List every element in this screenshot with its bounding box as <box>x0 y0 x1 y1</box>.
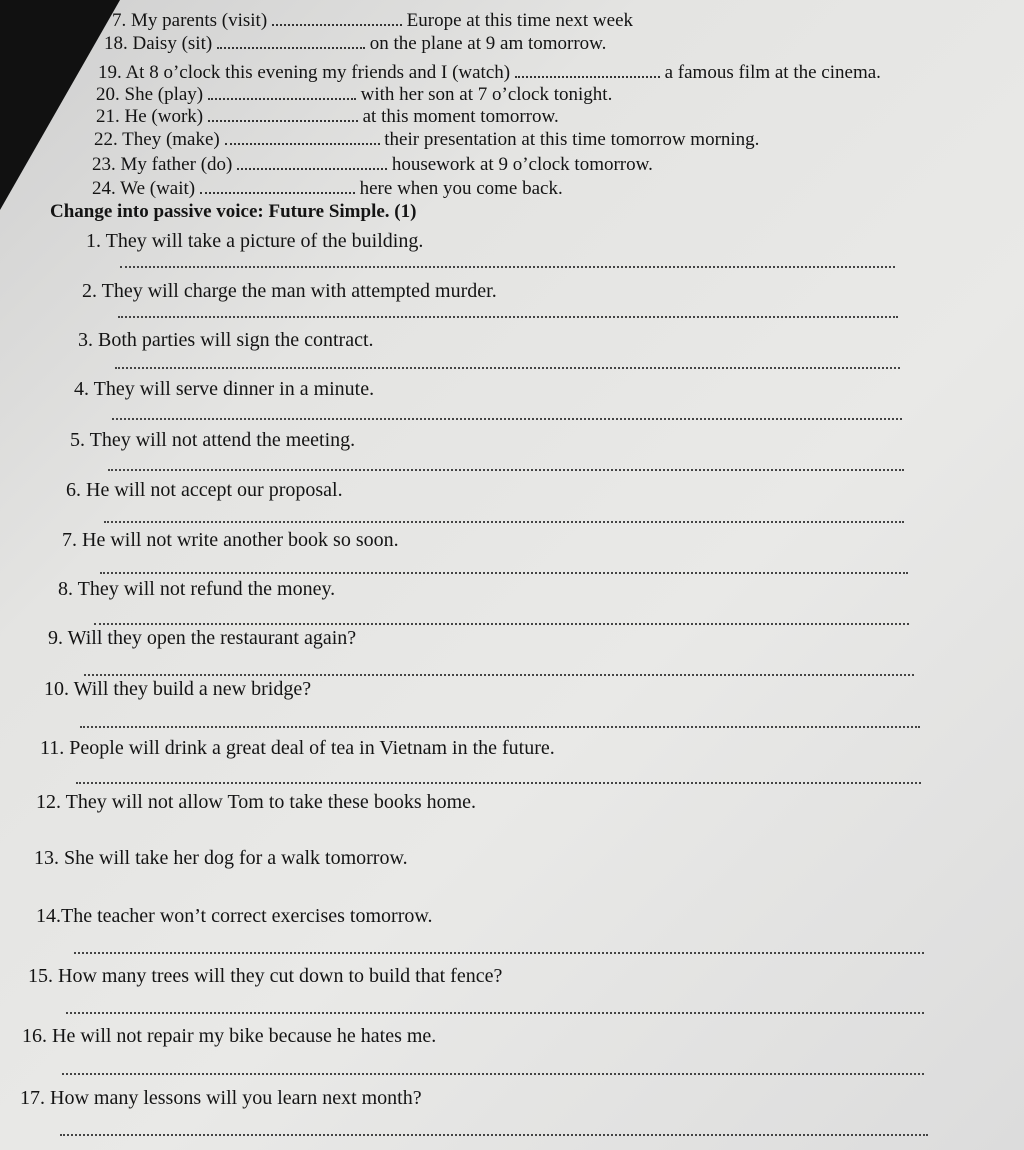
question-17: 17. How many lessons will you learn next month? <box>20 1087 422 1109</box>
item-label: 23. My father (do) <box>92 154 233 175</box>
section-title: Change into passive voice: Future Simple. (1) <box>50 201 417 222</box>
exercise-item-22 <box>94 129 759 151</box>
answer-line-2[interactable] <box>118 316 898 318</box>
question-5: 5. They will not attend the meeting. <box>70 429 356 451</box>
answer-line-14[interactable] <box>74 952 924 954</box>
answer-line-1[interactable] <box>120 266 895 268</box>
answer-line-4[interactable] <box>112 418 902 420</box>
answer-line-10[interactable] <box>80 726 920 728</box>
answer-line-9[interactable] <box>84 674 914 676</box>
item-label: 19. At 8 o’clock this evening my friends and I (watch) <box>98 62 511 83</box>
question-10: 10. Will they build a new bridge? <box>44 678 312 700</box>
question-1: 1. They will take a picture of the building. <box>86 230 424 252</box>
answer-line-16[interactable] <box>62 1073 924 1075</box>
answer-blank[interactable] <box>272 10 402 26</box>
answer-line-11[interactable] <box>76 782 921 784</box>
item-text: Europe at this time next week <box>406 10 634 31</box>
item-label: 22. They (make) <box>94 129 220 150</box>
question-12: 12. They will not allow Tom to take these books home. <box>36 791 477 813</box>
exercise-item-19 <box>98 62 881 84</box>
answer-blank[interactable] <box>237 154 387 170</box>
answer-line-3[interactable] <box>115 367 900 369</box>
question-14: 14.The teacher won’t correct exercises tomorrow. <box>36 905 433 927</box>
question-13: 13. She will take her dog for a walk tomorrow. <box>34 847 408 869</box>
exercise-item-24 <box>92 178 563 200</box>
answer-blank[interactable] <box>208 84 356 100</box>
item-label: 21. He (work) <box>96 106 204 127</box>
item-label: 20. She (play) <box>96 84 204 105</box>
question-6: 6. He will not accept our proposal. <box>66 479 343 501</box>
answer-blank[interactable] <box>208 106 358 122</box>
answer-blank[interactable] <box>225 129 380 145</box>
exercise-item-18 <box>104 33 606 55</box>
item-text: a famous film at the cinema. <box>664 62 881 83</box>
question-9: 9. Will they open the restaurant again? <box>48 627 357 649</box>
item-text: with her son at 7 o’clock tonight. <box>360 84 613 105</box>
answer-blank[interactable] <box>515 62 660 78</box>
item-text: housework at 9 o’clock tomorrow. <box>391 154 653 175</box>
exercise-item-20 <box>96 84 612 106</box>
answer-line-15[interactable] <box>66 1012 924 1014</box>
question-16: 16. He will not repair my bike because he hates me. <box>22 1025 437 1047</box>
question-7: 7. He will not write another book so soon. <box>62 529 399 551</box>
answer-line-5[interactable] <box>108 469 904 471</box>
item-label: 18. Daisy (sit) <box>104 33 213 54</box>
answer-line-7[interactable] <box>100 572 908 574</box>
question-15: 15. How many trees will they cut down to build that fence? <box>28 965 503 987</box>
item-text: at this moment tomorrow. <box>362 106 559 127</box>
answer-blank[interactable] <box>217 33 365 49</box>
question-3: 3. Both parties will sign the contract. <box>78 329 374 351</box>
item-label: 7. My parents (visit) <box>112 10 268 31</box>
exercise-item-23 <box>92 154 653 176</box>
question-2: 2. They will charge the man with attempted murder. <box>82 280 497 302</box>
item-text: their presentation at this time tomorrow morning. <box>384 129 760 150</box>
item-text: on the plane at 9 am tomorrow. <box>369 33 607 54</box>
question-11: 11. People will drink a great deal of tea in Vietnam in the future. <box>40 737 555 759</box>
question-8: 8. They will not refund the money. <box>58 578 336 600</box>
answer-blank[interactable] <box>200 178 355 194</box>
answer-line-8[interactable] <box>94 623 909 625</box>
exercise-item-21 <box>96 106 559 128</box>
answer-line-6[interactable] <box>104 521 904 523</box>
item-label: 24. We (wait) <box>92 178 196 199</box>
exercise-item-17 <box>112 10 633 32</box>
answer-line-17[interactable] <box>60 1134 928 1136</box>
item-text: here when you come back. <box>359 178 563 199</box>
question-4: 4. They will serve dinner in a minute. <box>74 378 375 400</box>
